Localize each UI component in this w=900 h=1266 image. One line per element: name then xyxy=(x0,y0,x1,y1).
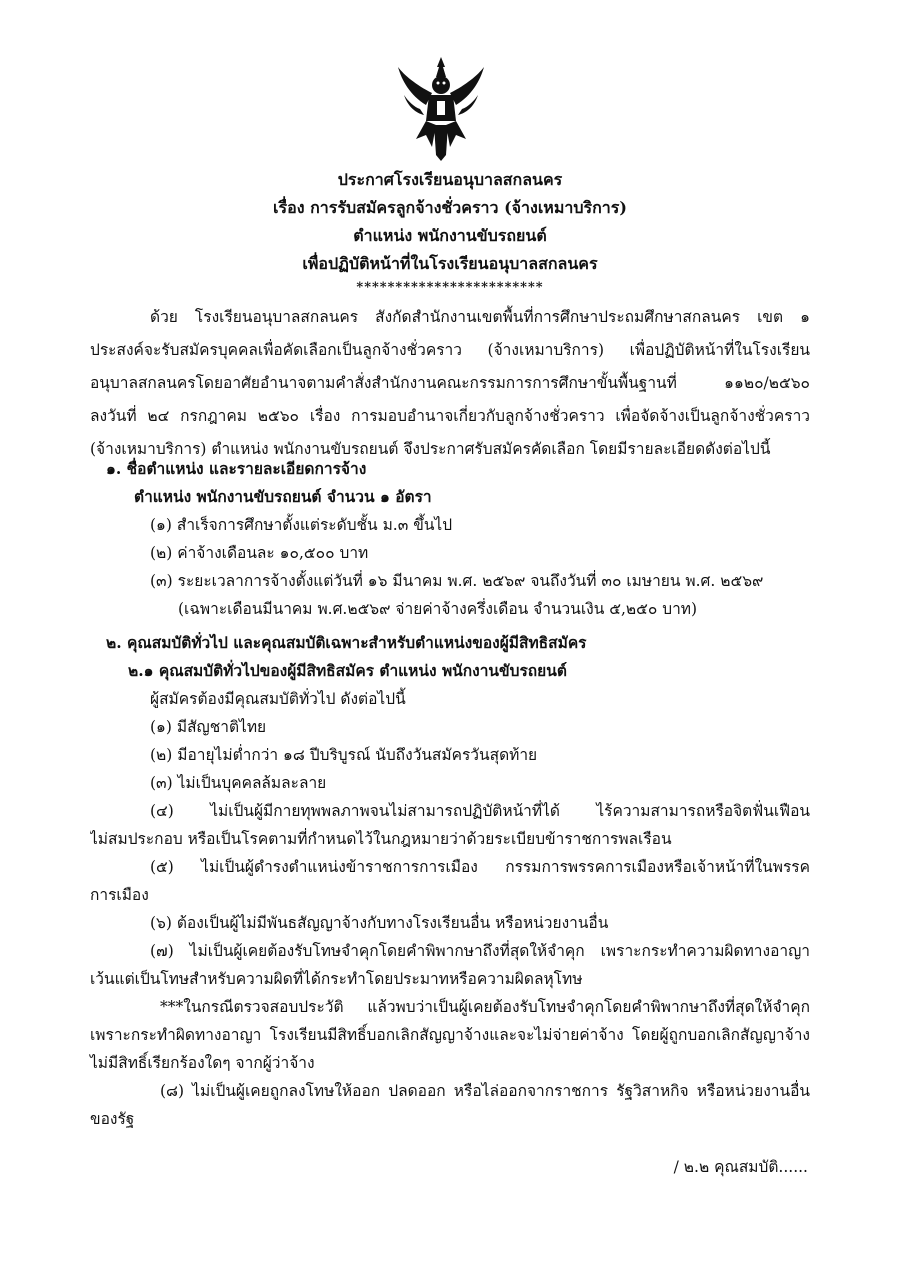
qualification-7-line-1: (๗) ไม่เป็นผู้เคยต้องรับโทษจำคุกโดยคำพิพากษาถึงที่สุดให้จำคุก เพราะกระทำความผิดทางอาญา xyxy=(150,942,810,960)
qualification-7-line-2: เว้นแต่เป็นโทษสำหรับความผิดที่ได้กระทำโดยประมาทหรือความผิดลหุโทษ xyxy=(90,970,583,988)
qualification-4-line-2: ไม่สมประกอบ หรือเป็นโรคตามที่กำหนดไว้ในกฎหมายว่าด้วยระเบียบข้าราชการพลเรือน xyxy=(90,830,672,848)
section-1-position: ตำแหน่ง พนักงานขับรถยนต์ จำนวน ๑ อัตรา xyxy=(134,487,432,506)
section-1-heading: ๑. ชื่อตำแหน่ง และรายละเอียดการจ้าง xyxy=(106,459,367,478)
qualification-8-line-2: ของรัฐ xyxy=(90,1110,135,1128)
intro-line-1: ด้วย โรงเรียนอนุบาลสกลนคร สังกัดสำนักงานเขตพื้นที่การศึกษาประถมศึกษาสกลนคร เขต ๑ xyxy=(150,308,810,326)
intro-line-5: (จ้างเหมาบริการ) ตำแหน่ง พนักงานขับรถยนต์ จึงประกาศรับสมัครคัดเลือก โดยมีรายละเอียดดังต่อไปนี้ xyxy=(90,440,771,458)
intro-line-2: ประสงค์จะรับสมัครบุคคลเพื่อคัดเลือกเป็นลูกจ้างชั่วคราว (จ้างเหมาบริการ) เพื่อปฏิบัติหน้าที่ในโรงเรียน xyxy=(90,341,810,359)
qualification-4-line-1: (๔) ไม่เป็นผู้มีกายทุพพลภาพจนไม่สามารถปฏิบัติหน้าที่ได้ ไร้ความสามารถหรือจิตฟั่นเฟือน xyxy=(150,802,810,820)
garuda-emblem-icon xyxy=(396,55,486,163)
title-line-1: ประกาศโรงเรียนอนุบาลสกลนคร xyxy=(337,170,563,189)
continuation-note: / ๒.๒ คุณสมบัติ...... xyxy=(673,1158,808,1176)
qualification-lead: ผู้สมัครต้องมีคุณสมบัติทั่วไป ดังต่อไปนี้ xyxy=(150,690,406,708)
section-1-item-1: (๑) สำเร็จการศึกษาตั้งแต่ระดับชั้น ม.๓ ขึ้นไป xyxy=(150,516,453,534)
qualification-2: (๒) มีอายุไม่ต่ำกว่า ๑๘ ปีบริบูรณ์ นับถึงวันสมัครวันสุดท้าย xyxy=(150,746,538,764)
section-1-item-3: (๓) ระยะเวลาการจ้างตั้งแต่วันที่ ๑๖ มีนาคม พ.ศ. ๒๕๖๙ จนถึงวันที่ ๓๐ เมษายน พ.ศ. ๒๕๖๙ xyxy=(150,572,764,590)
background-check-note-line-1: ***ในกรณีตรวจสอบประวัติ แล้วพบว่าเป็นผู้เคยต้องรับโทษจำคุกโดยคำพิพากษาถึงที่สุดให้จำคุก xyxy=(160,998,810,1016)
qualification-5-line-1: (๕) ไม่เป็นผู้ดำรงตำแหน่งข้าราชการการเมือง กรรมการพรรคการเมืองหรือเจ้าหน้าที่ในพรรค xyxy=(150,858,810,876)
qualification-3: (๓) ไม่เป็นบุคคลล้มละลาย xyxy=(150,774,327,792)
title-divider: ************************ xyxy=(356,280,544,295)
intro-line-3: อนุบาลสกลนครโดยอาศัยอำนาจตามคำสั่งสำนักงานคณะกรรมการการศึกษาขั้นพื้นฐานที่ ๑๑๒๐/๒๕๖๐ xyxy=(90,374,810,392)
background-check-note-line-3: ไม่มีสิทธิ์เรียกร้องใดๆ จากผู้ว่าจ้าง xyxy=(90,1054,315,1072)
title-subject: เรื่อง การรับสมัครลูกจ้างชั่วคราว (จ้างเหมาบริการ) xyxy=(273,198,627,217)
qualification-5-line-2: การเมือง xyxy=(90,886,149,904)
section-1-item-2: (๒) ค่าจ้างเดือนละ ๑๐,๕๐๐ บาท xyxy=(150,544,369,562)
section-2-1-heading: ๒.๑ คุณสมบัติทั่วไปของผู้มีสิทธิสมัคร ตำแหน่ง พนักงานขับรถยนต์ xyxy=(128,661,567,680)
title-position: ตำแหน่ง พนักงานขับรถยนต์ xyxy=(353,226,547,245)
background-check-note-line-2: เพราะกระทำผิดทางอาญา โรงเรียนมีสิทธิ์บอกเลิกสัญญาจ้างและจะไม่จ่ายค่าจ้าง โดยผู้ถูกบอกเลิกสัญญาจ้าง xyxy=(90,1026,810,1044)
section-2-heading: ๒. คุณสมบัติทั่วไป และคุณสมบัติเฉพาะสำหรับตำแหน่งของผู้มีสิทธิสมัคร xyxy=(106,633,587,652)
qualification-6: (๖) ต้องเป็นผู้ไม่มีพันธสัญญาจ้างกับทางโรงเรียนอื่น หรือหน่วยงานอื่น xyxy=(150,914,609,932)
section-1-item-3-note: (เฉพาะเดือนมีนาคม พ.ศ.๒๕๖๙ จ่ายค่าจ้างครึ่งเดือน จำนวนเงิน ๕,๒๕๐ บาท) xyxy=(178,600,698,618)
title-purpose: เพื่อปฏิบัติหน้าที่ในโรงเรียนอนุบาลสกลนคร xyxy=(302,254,598,273)
qualification-8-line-1: (๘) ไม่เป็นผู้เคยถูกลงโทษให้ออก ปลดออก หรือไล่ออกจากราชการ รัฐวิสาหกิจ หรือหน่วยงานอื่น xyxy=(160,1082,810,1100)
qualification-1: (๑) มีสัญชาติไทย xyxy=(150,718,267,736)
intro-line-4: ลงวันที่ ๒๔ กรกฎาคม ๒๕๖๐ เรื่อง การมอบอำนาจเกี่ยวกับลูกจ้างชั่วคราว เพื่อจัดจ้างเป็นลูกจ้างชั่วคราว xyxy=(90,407,810,425)
